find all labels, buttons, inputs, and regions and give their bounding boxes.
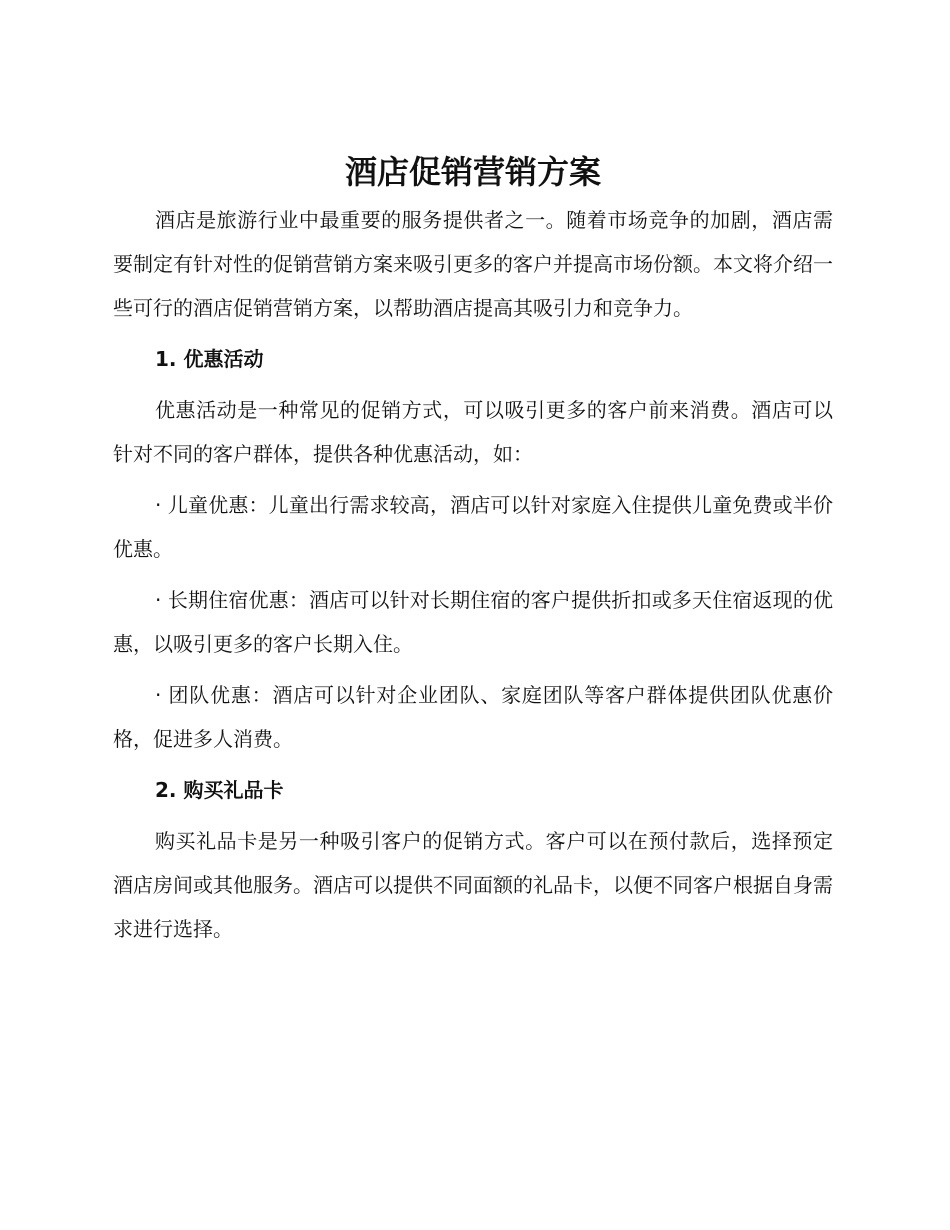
- section-2-paragraph: 购买礼品卡是另一种吸引客户的促销方式。客户可以在预付款后，选择预定酒店房间或其他服务。酒店可以提供不同面额的礼品卡，以便不同客户根据自身需求进行选择。: [113, 829, 833, 941]
- document-body: [113, 150, 833, 958]
- intro-paragraph: 酒店是旅游行业中最重要的服务提供者之一。随着市场竞争的加剧，酒店需要制定有针对性的促销营销方案来吸引更多的客户并提高市场份额。本文将介绍一些可行的酒店促销营销方案，以帮助酒店提高其吸引力和竞争力。: [113, 208, 833, 320]
- section-1-paragraph: 优惠活动是一种常见的促销方式，可以吸引更多的客户前来消费。酒店可以针对不同的客户群体，提供各种优惠活动，如：: [113, 398, 833, 466]
- section-1-heading: 1. 优惠活动: [155, 347, 264, 371]
- section-2-heading: 2. 购买礼品卡: [155, 778, 284, 802]
- document-title: 酒店促销营销方案: [344, 153, 601, 191]
- section-1-bullet-3: · 团队优惠：酒店可以针对企业团队、家庭团队等客户群体提供团队优惠价格，促进多人消费。: [113, 683, 833, 751]
- section-1-bullet-2: · 长期住宿优惠：酒店可以针对长期住宿的客户提供折扣或多天住宿返现的优惠，以吸引更多的客户长期入住。: [113, 588, 833, 656]
- section-1-bullet-1: · 儿童优惠：儿童出行需求较高，酒店可以针对家庭入住提供儿童免费或半价优惠。: [113, 493, 833, 561]
